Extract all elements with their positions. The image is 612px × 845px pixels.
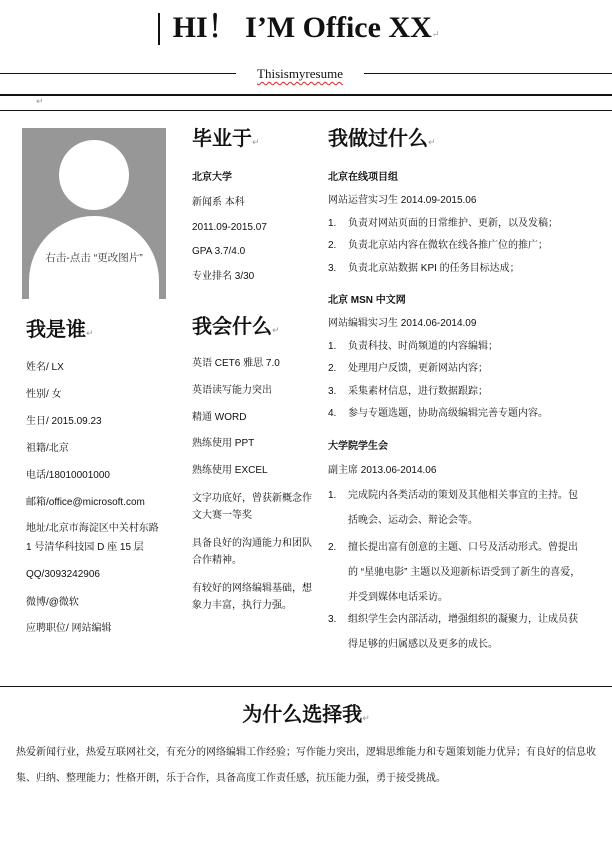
photo-caption: 右击-点击 “更改图片” bbox=[45, 252, 143, 264]
exp-role: 网站编辑实习生 2014.06-2014.09 bbox=[328, 318, 477, 329]
skill-item: 熟练使用 PPT bbox=[192, 438, 255, 449]
grad-major: 新闻系 本科 bbox=[192, 197, 245, 208]
page-title: HI！ I’M Office XX↵ bbox=[172, 11, 440, 44]
skill-item: 英语读写能力突出 bbox=[192, 385, 272, 396]
graduated-title: 毕业于↵ bbox=[192, 128, 260, 150]
exp-item: 2. 处理用户反馈，更新网站内容； bbox=[328, 363, 488, 374]
subtitle-row bbox=[0, 64, 612, 84]
exp-item: 1. 负责对网站页面的日常维护、更新，以及发稿； bbox=[328, 218, 558, 229]
header-rule-thin bbox=[0, 110, 612, 111]
grad-school: 北京大学 bbox=[192, 172, 232, 183]
exp-item: 2. 负责北京站内容在微软在线各推广位的推广； bbox=[328, 240, 548, 251]
info-address-line2: 1 号清华科技园 D 座 15 层 bbox=[26, 542, 144, 553]
why-paragraph: 热爱新闻行业，热爱互联网社交，有充分的网络编辑工作经验；写作能力突出，逻辑思维能力和专题策划能力优异；有良好的信息收集、归纳、整理能力；性格开朗，乐于合作，具备高度工作责任感，抗压能力强，勇于接受挑战。 bbox=[16, 747, 596, 784]
exp-org: 北京 MSN 中文网 bbox=[328, 295, 406, 306]
info-email: 邮箱/office@microsoft.com bbox=[26, 497, 145, 508]
exp-item: 4. 参与专题选题，协助高级编辑完善专题内容。 bbox=[328, 408, 548, 419]
grad-gpa: GPA 3.7/4.0 bbox=[192, 246, 246, 257]
exp-item: 3. 负责北京站数据 KPI 的任务目标达成； bbox=[328, 263, 520, 274]
exp-role: 副主席 2013.06-2014.06 bbox=[328, 465, 437, 476]
skill-paragraph: 具备良好的沟通能力和团队合作精神。 bbox=[192, 538, 312, 566]
exp-role: 网站运营实习生 2014.09-2015.06 bbox=[328, 195, 477, 206]
grad-dates: 2011.09-2015.07 bbox=[192, 222, 267, 233]
divider-left bbox=[0, 73, 236, 74]
exp-org: 北京在线项目组 bbox=[328, 172, 398, 183]
exp-item: 3. 组织学生会内部活动，增强组织的凝聚力，让成员获得足够的归属感以及更多的成长。 bbox=[328, 614, 578, 650]
info-qq: QQ/3093242906 bbox=[26, 569, 100, 580]
skill-item: 熟练使用 EXCEL bbox=[192, 465, 268, 476]
exp-item: 2. 擅长提出富有创意的主题、口号及活动形式。曾提出的 “星驰电影” 主题以及迎新标语受到了新生的喜爱，并受到媒体电话采访。 bbox=[328, 542, 581, 603]
info-weibo: 微博/@微软 bbox=[26, 597, 79, 608]
skill-paragraph: 有较好的网络编辑基础，想象力丰富，执行力强。 bbox=[192, 583, 312, 611]
exp-item: 3. 采集素材信息，进行数据跟踪； bbox=[328, 386, 488, 397]
text-cursor bbox=[158, 13, 160, 45]
skill-item: 英语 CET6 雅思 7.0 bbox=[192, 358, 280, 369]
info-hometown: 祖籍/北京 bbox=[26, 443, 69, 454]
header-rule-thick bbox=[0, 94, 612, 96]
grad-rank: 专业排名 3/30 bbox=[192, 271, 255, 282]
bottom-rule bbox=[0, 686, 612, 687]
exp-item: 1. 负责科技、时尚频道的内容编辑； bbox=[328, 341, 498, 352]
exp-org: 大学院学生会 bbox=[328, 441, 388, 452]
why-title: 为什么选择我↵ bbox=[242, 704, 370, 726]
subtitle: Thisismyresume bbox=[257, 66, 343, 81]
info-birthday: 生日/ 2015.09.23 bbox=[26, 416, 102, 427]
info-phone: 电话/18010001000 bbox=[26, 470, 110, 481]
profile-photo[interactable] bbox=[22, 128, 166, 299]
skills-title: 我会什么↵ bbox=[192, 316, 280, 338]
who-title: 我是谁↵ bbox=[26, 319, 94, 341]
experience-title: 我做过什么↵ bbox=[328, 128, 436, 150]
info-name: 姓名/ LX bbox=[26, 362, 64, 373]
skill-item: 精通 WORD bbox=[192, 412, 247, 423]
exp-item: 1. 完成院内各类活动的策划及其他相关事宜的主持。包括晚会、运动会、辩论会等。 bbox=[328, 490, 578, 526]
avatar-head-shape bbox=[59, 140, 129, 210]
skill-paragraph: 文字功底好，曾获新概念作文大赛一等奖 bbox=[192, 493, 312, 521]
divider-right bbox=[364, 73, 612, 74]
info-gender: 性别/ 女 bbox=[26, 389, 62, 400]
info-position: 应聘职位/ 网站编辑 bbox=[26, 623, 112, 634]
paragraph-mark: ↵ bbox=[36, 96, 44, 106]
info-address-line1: 地址/北京市海淀区中关村东路 bbox=[26, 523, 159, 534]
